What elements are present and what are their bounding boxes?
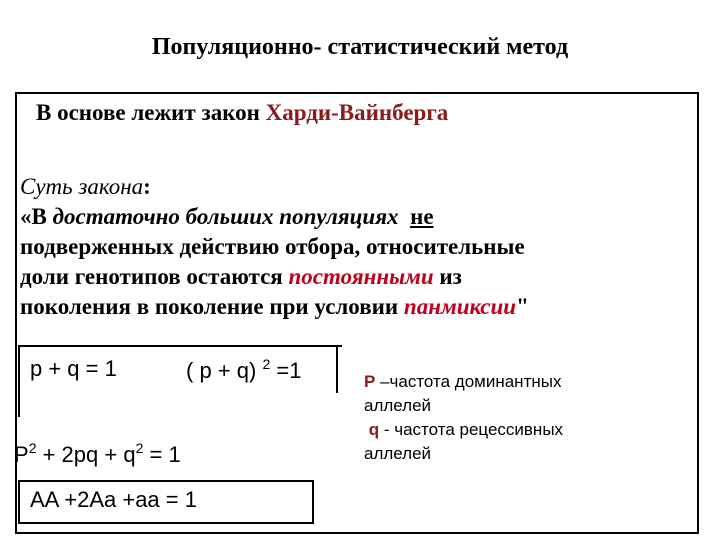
essence-line-3-tail: из (433, 264, 462, 289)
essence-line-3-text: доли генотипов остаются (20, 264, 289, 289)
slide-title: Популяционно- статистический метод (151, 34, 569, 60)
legend-q-line (364, 418, 684, 442)
essence-line-4 (20, 292, 690, 322)
essence-line-2: подверженных действию отбора, относительные (20, 234, 525, 259)
essence-line-3 (20, 262, 690, 292)
essence-negation: не (410, 204, 434, 229)
essence-label-line (20, 172, 690, 202)
essence-line-1 (20, 202, 690, 232)
legend-p-text: –частота доминантных (375, 372, 562, 391)
law-heading (36, 100, 448, 126)
essence-colon: : (143, 174, 151, 199)
formula-expanded-p: P (14, 442, 29, 467)
frequency-legend (364, 370, 684, 466)
formula-expanded-middle: + 2pq + q (36, 442, 136, 467)
legend-q-line-2: аллелей (364, 444, 432, 463)
essence-large-populations: достаточно больших популяциях (52, 204, 399, 229)
essence-label: Суть закона (20, 174, 144, 199)
formula-square (186, 356, 301, 384)
law-essence (20, 172, 690, 322)
essence-close-quote: " (516, 294, 529, 319)
essence-open-quote: «В (20, 204, 53, 229)
formula-expanded-tail: = 1 (143, 442, 181, 467)
law-name: Харди-Вайнберга (265, 100, 449, 125)
formula-square-base: ( p + q) (186, 358, 257, 383)
essence-line-4-text: поколения в поколение при условии (20, 294, 404, 319)
law-heading-prefix: В основе лежит закон (36, 100, 266, 125)
formula-expanded-q-exponent: 2 (135, 440, 144, 456)
formula-expanded (14, 440, 181, 468)
formula-genotypes: AA +2Aa +aa = 1 (30, 487, 197, 512)
formula-square-tail: =1 (270, 358, 302, 383)
legend-p-var: P (364, 372, 376, 391)
formula-allele-sum: p + q = 1 (30, 356, 117, 381)
essence-panmixia: панмиксии (403, 294, 517, 319)
essence-constant: постоянными (288, 264, 434, 289)
legend-p-line-2: аллелей (364, 396, 432, 415)
formula-box-top-right-edge (336, 345, 338, 393)
legend-p-line (364, 370, 684, 394)
formula-expanded-p-exponent: 2 (28, 440, 37, 456)
formula-square-exponent: 2 (262, 356, 271, 372)
legend-q-text: - частота рецессивных (379, 420, 564, 439)
legend-q-var: q (368, 420, 380, 439)
